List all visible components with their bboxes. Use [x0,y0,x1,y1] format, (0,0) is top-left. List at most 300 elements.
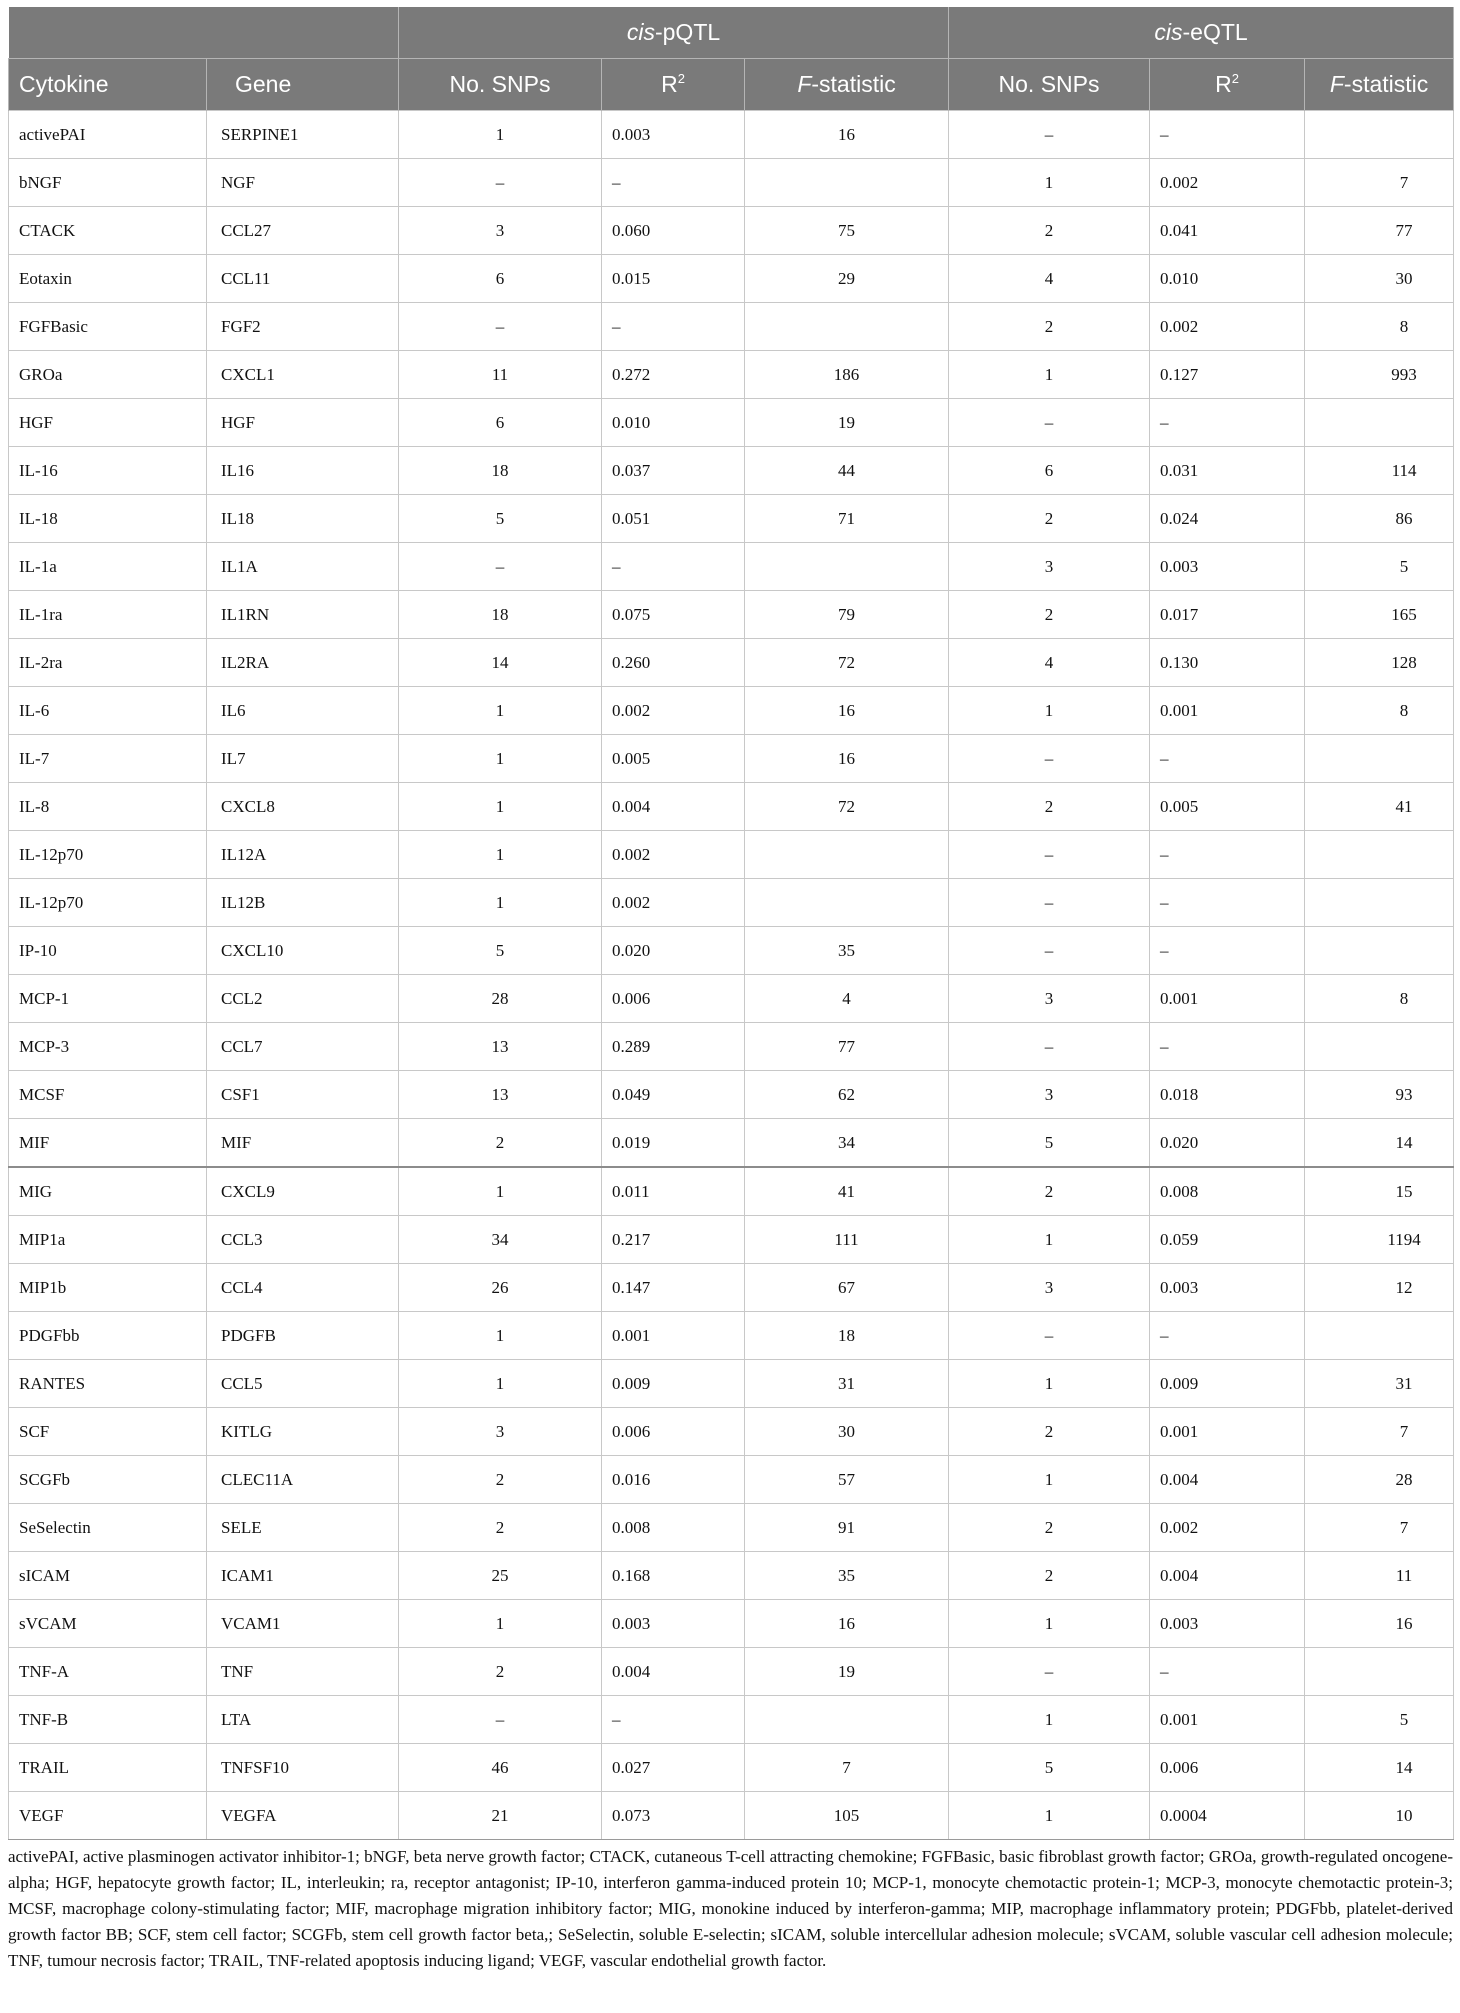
eqtl-fstat-cell [1305,1023,1454,1071]
eqtl-r2-cell: 0.059 [1150,1216,1305,1264]
eqtl-nsnps-cell: 5 [949,1119,1150,1168]
eqtl-nsnps-cell: 2 [949,207,1150,255]
eqtl-nsnps-cell: – [949,831,1150,879]
pqtl-r2-cell: 0.002 [602,831,745,879]
pqtl-nsnps-cell: 34 [399,1216,602,1264]
table-row [9,303,1454,351]
eqtl-nsnps-cell: 1 [949,351,1150,399]
eqtl-nsnps-cell: 3 [949,1071,1150,1119]
pqtl-fstat-cell: 18 [745,1312,949,1360]
pqtl-fstat-cell: 105 [745,1792,949,1840]
gene-cell: FGF2 [207,303,399,351]
eqtl-nsnps-cell: – [949,1648,1150,1696]
pqtl-r2-cell: – [602,303,745,351]
eqtl-nsnps-cell: 4 [949,639,1150,687]
pqtl-nsnps-cell: 3 [399,1408,602,1456]
eqtl-r2-cell: 0.004 [1150,1456,1305,1504]
cytokine-cell: IL-12p70 [9,831,207,879]
cytokine-cell: IL-1a [9,543,207,591]
pqtl-nsnps-cell: 6 [399,399,602,447]
pqtl-r2-cell: 0.168 [602,1552,745,1600]
pqtl-r2-cell: 0.015 [602,255,745,303]
eqtl-nsnps-cell: – [949,927,1150,975]
cytokine-cell: IP-10 [9,927,207,975]
column-header-row [9,59,1454,111]
gene-cell: IL1RN [207,591,399,639]
cytokine-cell: TNF-A [9,1648,207,1696]
col-header-cytokine: Cytokine [9,59,207,111]
pqtl-r2-cell: 0.004 [602,1648,745,1696]
eqtl-nsnps-cell: – [949,399,1150,447]
gene-cell: CXCL9 [207,1167,399,1216]
pqtl-fstat-cell [745,159,949,207]
pqtl-r2-cell: 0.001 [602,1312,745,1360]
table-row [9,495,1454,543]
table-row [9,1071,1454,1119]
pqtl-fstat-cell: 16 [745,687,949,735]
pqtl-fstat-cell: 62 [745,1071,949,1119]
eqtl-r2-cell: 0.001 [1150,975,1305,1023]
eqtl-nsnps-cell: 1 [949,1696,1150,1744]
eqtl-fstat-cell: 28 [1305,1456,1454,1504]
pqtl-r2-cell: 0.027 [602,1744,745,1792]
table-row [9,1696,1454,1744]
pqtl-nsnps-cell: 46 [399,1744,602,1792]
pqtl-nsnps-cell: 5 [399,495,602,543]
cytokine-cell: IL-2ra [9,639,207,687]
cytokine-cell: MIF [9,1119,207,1168]
table-row [9,159,1454,207]
eqtl-r2-cell: – [1150,735,1305,783]
gene-cell: IL16 [207,447,399,495]
pqtl-fstat-cell: 111 [745,1216,949,1264]
pqtl-nsnps-cell: 2 [399,1456,602,1504]
pqtl-nsnps-cell: – [399,303,602,351]
pqtl-nsnps-cell: 3 [399,207,602,255]
cytokine-cell: IL-16 [9,447,207,495]
cytokine-cell: MIG [9,1167,207,1216]
gene-cell: LTA [207,1696,399,1744]
pqtl-fstat-cell: 19 [745,399,949,447]
eqtl-nsnps-cell: 1 [949,1216,1150,1264]
eqtl-fstat-cell [1305,111,1454,159]
gene-cell: IL2RA [207,639,399,687]
gene-cell: IL7 [207,735,399,783]
table-body [9,111,1454,1840]
cytokine-cell: VEGF [9,1792,207,1840]
eqtl-fstat-cell: 10 [1305,1792,1454,1840]
table-row [9,1792,1454,1840]
eqtl-nsnps-cell: 2 [949,591,1150,639]
pqtl-fstat-cell: 77 [745,1023,949,1071]
gene-cell: TNFSF10 [207,1744,399,1792]
pqtl-fstat-cell [745,543,949,591]
eqtl-nsnps-cell: 2 [949,1167,1150,1216]
eqtl-nsnps-cell: 2 [949,1408,1150,1456]
eqtl-fstat-cell: 114 [1305,447,1454,495]
eqtl-fstat-cell [1305,735,1454,783]
eqtl-nsnps-cell: 1 [949,1456,1150,1504]
pqtl-fstat-cell: 75 [745,207,949,255]
pqtl-nsnps-cell: 1 [399,1600,602,1648]
pqtl-nsnps-cell: 11 [399,351,602,399]
cytokine-cell: IL-6 [9,687,207,735]
gene-cell: MIF [207,1119,399,1168]
eqtl-fstat-cell: 12 [1305,1264,1454,1312]
eqtl-fstat-cell: 11 [1305,1552,1454,1600]
gene-cell: KITLG [207,1408,399,1456]
eqtl-r2-cell: 0.127 [1150,351,1305,399]
gene-cell: TNF [207,1648,399,1696]
pqtl-nsnps-cell: – [399,543,602,591]
eqtl-fstat-cell: 5 [1305,543,1454,591]
eqtl-fstat-cell [1305,831,1454,879]
eqtl-fstat-cell: 7 [1305,1504,1454,1552]
gene-cell: CCL27 [207,207,399,255]
pqtl-r2-cell: 0.006 [602,1408,745,1456]
cytokine-cell: TRAIL [9,1744,207,1792]
table-row [9,1023,1454,1071]
pqtl-nsnps-cell: 6 [399,255,602,303]
pqtl-nsnps-cell: 2 [399,1119,602,1168]
gene-cell: ICAM1 [207,1552,399,1600]
pqtl-r2-cell: 0.008 [602,1504,745,1552]
pqtl-r2-cell: 0.272 [602,351,745,399]
eqtl-r2-cell: 0.130 [1150,639,1305,687]
group-header-cis-pqtl: cis-pQTL [399,7,949,59]
pqtl-r2-cell: – [602,1696,745,1744]
pqtl-fstat-cell: 71 [745,495,949,543]
eqtl-r2-cell: 0.001 [1150,687,1305,735]
pqtl-r2-cell: 0.051 [602,495,745,543]
eqtl-r2-cell: – [1150,879,1305,927]
gene-cell: NGF [207,159,399,207]
gene-cell: CCL3 [207,1216,399,1264]
pqtl-nsnps-cell: 13 [399,1023,602,1071]
table-row [9,783,1454,831]
pqtl-r2-cell: – [602,543,745,591]
gene-cell: CCL2 [207,975,399,1023]
cytokine-cell: IL-1ra [9,591,207,639]
cytokine-cell: IL-12p70 [9,879,207,927]
pqtl-r2-cell: 0.016 [602,1456,745,1504]
eqtl-r2-cell: – [1150,1023,1305,1071]
cytokine-cell: activePAI [9,111,207,159]
col-header-eqtl-r2: $R^2$ [1150,59,1305,111]
pqtl-r2-cell: 0.002 [602,687,745,735]
cytokine-cell: SeSelectin [9,1504,207,1552]
eqtl-nsnps-cell: 3 [949,975,1150,1023]
pqtl-nsnps-cell: 2 [399,1648,602,1696]
table-row [9,1167,1454,1216]
eqtl-fstat-cell: 93 [1305,1071,1454,1119]
eqtl-fstat-cell: 14 [1305,1119,1454,1168]
gene-cell: CSF1 [207,1071,399,1119]
cytokine-cell: bNGF [9,159,207,207]
pqtl-nsnps-cell: 28 [399,975,602,1023]
eqtl-fstat-cell: 1194 [1305,1216,1454,1264]
table-row [9,1648,1454,1696]
table-row [9,1744,1454,1792]
pqtl-nsnps-cell: 14 [399,639,602,687]
gene-cell: IL12B [207,879,399,927]
table-row [9,927,1454,975]
cytokine-cell: MCP-3 [9,1023,207,1071]
eqtl-fstat-cell: 7 [1305,159,1454,207]
eqtl-fstat-cell: 8 [1305,303,1454,351]
pqtl-fstat-cell: 16 [745,735,949,783]
col-header-pqtl-nsnps: No. SNPs [399,59,602,111]
pqtl-fstat-cell: 79 [745,591,949,639]
gene-cell: CCL7 [207,1023,399,1071]
pqtl-fstat-cell: 57 [745,1456,949,1504]
eqtl-r2-cell: 0.031 [1150,447,1305,495]
col-header-eqtl-nsnps: No. SNPs [949,59,1150,111]
pqtl-fstat-cell: 19 [745,1648,949,1696]
pqtl-r2-cell: 0.260 [602,639,745,687]
gene-cell: CXCL10 [207,927,399,975]
pqtl-nsnps-cell: 1 [399,1312,602,1360]
cytokine-cell: sVCAM [9,1600,207,1648]
eqtl-r2-cell: 0.008 [1150,1167,1305,1216]
pqtl-r2-cell: 0.004 [602,783,745,831]
cytokine-cell: PDGFbb [9,1312,207,1360]
eqtl-nsnps-cell: 1 [949,1792,1150,1840]
eqtl-nsnps-cell: 1 [949,1360,1150,1408]
gene-cell: IL1A [207,543,399,591]
eqtl-nsnps-cell: – [949,1023,1150,1071]
gene-cell: SELE [207,1504,399,1552]
eqtl-fstat-cell: 41 [1305,783,1454,831]
cytokine-cell: IL-7 [9,735,207,783]
group-header-blank [9,7,399,59]
eqtl-r2-cell: 0.003 [1150,1600,1305,1648]
pqtl-fstat-cell: 91 [745,1504,949,1552]
pqtl-fstat-cell [745,879,949,927]
eqtl-r2-cell: 0.002 [1150,159,1305,207]
pqtl-r2-cell: 0.006 [602,975,745,1023]
eqtl-r2-cell: 0.0004 [1150,1792,1305,1840]
eqtl-r2-cell: 0.005 [1150,783,1305,831]
gene-cell: CCL4 [207,1264,399,1312]
eqtl-nsnps-cell: 2 [949,495,1150,543]
eqtl-r2-cell: 0.010 [1150,255,1305,303]
eqtl-fstat-cell [1305,1648,1454,1696]
pqtl-nsnps-cell: 1 [399,687,602,735]
eqtl-nsnps-cell: – [949,1312,1150,1360]
pqtl-r2-cell: 0.011 [602,1167,745,1216]
table-row [9,1552,1454,1600]
col-header-pqtl-r2: $R^2$ [602,59,745,111]
gene-cell: PDGFB [207,1312,399,1360]
table-row [9,1216,1454,1264]
pqtl-r2-cell: – [602,159,745,207]
table-container [8,7,1453,1974]
eqtl-nsnps-cell: 2 [949,303,1150,351]
cytokine-cell: GROa [9,351,207,399]
col-header-gene: Gene [207,59,399,111]
pqtl-r2-cell: 0.010 [602,399,745,447]
eqtl-r2-cell: 0.041 [1150,207,1305,255]
pqtl-r2-cell: 0.005 [602,735,745,783]
pqtl-fstat-cell: 16 [745,1600,949,1648]
gene-cell: SERPINE1 [207,111,399,159]
eqtl-fstat-cell: 165 [1305,591,1454,639]
gene-cell: VCAM1 [207,1600,399,1648]
eqtl-fstat-cell [1305,1312,1454,1360]
pqtl-fstat-cell: 30 [745,1408,949,1456]
eqtl-fstat-cell: 8 [1305,975,1454,1023]
pqtl-r2-cell: 0.073 [602,1792,745,1840]
pqtl-fstat-cell: 41 [745,1167,949,1216]
eqtl-r2-cell: 0.002 [1150,303,1305,351]
pqtl-r2-cell: 0.289 [602,1023,745,1071]
table-row [9,351,1454,399]
cytokine-cell: HGF [9,399,207,447]
pqtl-nsnps-cell: 13 [399,1071,602,1119]
gene-cell: CXCL8 [207,783,399,831]
table-row [9,1264,1454,1312]
gene-cell: IL12A [207,831,399,879]
eqtl-nsnps-cell: 3 [949,1264,1150,1312]
table-row [9,255,1454,303]
pqtl-nsnps-cell: 18 [399,591,602,639]
table-row [9,447,1454,495]
eqtl-fstat-cell: 128 [1305,639,1454,687]
eqtl-nsnps-cell: 4 [949,255,1150,303]
eqtl-fstat-cell: 14 [1305,1744,1454,1792]
pqtl-nsnps-cell: 1 [399,831,602,879]
pqtl-nsnps-cell: 1 [399,879,602,927]
pqtl-nsnps-cell: 5 [399,927,602,975]
col-header-pqtl-fstat: F-statistic [745,59,949,111]
pqtl-nsnps-cell: 25 [399,1552,602,1600]
eqtl-fstat-cell: 86 [1305,495,1454,543]
table-row [9,399,1454,447]
pqtl-fstat-cell: 72 [745,639,949,687]
group-header-row [9,7,1454,59]
table-row [9,1456,1454,1504]
cytokine-cell: sICAM [9,1552,207,1600]
pqtl-fstat-cell: 34 [745,1119,949,1168]
eqtl-nsnps-cell: 5 [949,1744,1150,1792]
pqtl-fstat-cell: 4 [745,975,949,1023]
eqtl-fstat-cell: 8 [1305,687,1454,735]
eqtl-fstat-cell: 31 [1305,1360,1454,1408]
pqtl-r2-cell: 0.009 [602,1360,745,1408]
table-row [9,879,1454,927]
cytokine-cell: Eotaxin [9,255,207,303]
table-row [9,1312,1454,1360]
pqtl-nsnps-cell: 21 [399,1792,602,1840]
pqtl-nsnps-cell: – [399,1696,602,1744]
eqtl-r2-cell: 0.024 [1150,495,1305,543]
cytokine-cell: SCGFb [9,1456,207,1504]
eqtl-r2-cell: – [1150,1312,1305,1360]
table-row [9,543,1454,591]
pqtl-r2-cell: 0.049 [602,1071,745,1119]
pqtl-r2-cell: 0.147 [602,1264,745,1312]
gene-cell: IL18 [207,495,399,543]
gene-cell: CXCL1 [207,351,399,399]
table-row [9,207,1454,255]
pqtl-fstat-cell: 35 [745,927,949,975]
gene-cell: CCL11 [207,255,399,303]
pqtl-r2-cell: 0.003 [602,1600,745,1648]
col-header-eqtl-fstat: F-statistic [1305,59,1454,111]
table-row [9,1408,1454,1456]
table-row [9,639,1454,687]
eqtl-fstat-cell: 16 [1305,1600,1454,1648]
eqtl-nsnps-cell: 2 [949,783,1150,831]
gene-cell: IL6 [207,687,399,735]
gene-cell: HGF [207,399,399,447]
table-row [9,831,1454,879]
table-row [9,1119,1454,1168]
cytokine-cell: IL-18 [9,495,207,543]
eqtl-nsnps-cell: – [949,111,1150,159]
pqtl-fstat-cell: 29 [745,255,949,303]
cytokine-cell: FGFBasic [9,303,207,351]
pqtl-fstat-cell: 16 [745,111,949,159]
eqtl-r2-cell: 0.004 [1150,1552,1305,1600]
eqtl-r2-cell: – [1150,399,1305,447]
table-row [9,975,1454,1023]
eqtl-r2-cell: 0.006 [1150,1744,1305,1792]
table-row [9,1504,1454,1552]
table-row [9,111,1454,159]
eqtl-nsnps-cell: – [949,879,1150,927]
pqtl-nsnps-cell: 1 [399,783,602,831]
eqtl-r2-cell: 0.009 [1150,1360,1305,1408]
pqtl-nsnps-cell: 1 [399,111,602,159]
pqtl-r2-cell: 0.019 [602,1119,745,1168]
cytokine-cell: TNF-B [9,1696,207,1744]
pqtl-nsnps-cell: 1 [399,735,602,783]
table-footnote: activePAI, active plasminogen activator inhibitor-1; bNGF, beta nerve growth factor; CTACK, cutaneous T-cell attracting chemokine; FGFBasic, basic fibroblast growth factor; GROa, growth-regulated oncogene-alpha; HGF, hepatocyte growth factor; IL, interleukin; ra, receptor antagonist; IP-10, interferon gamma-induced protein 10; MCP-1, monocyte chemotactic protein-1; MCP-3, monocyte chemotactic protein-3; MCSF, macrophage colony-stimulating factor; MIF, macrophage migration inhibitory factor; MIG, monokine induced by interferon-gamma; MIP, macrophage inflammatory protein; PDGFbb, platelet-derived growth factor BB; SCF, stem cell factor; SCGFb, stem cell growth factor beta,; SeSelectin, soluble E-selectin; sICAM, soluble intercellular adhesion molecule; sVCAM, soluble vascular cell adhesion molecule; TNF, tumour necrosis factor; TRAIL, TNF-related apoptosis inducing ligand; VEGF, vascular endothelial growth factor. [8,1847,1453,1970]
eqtl-nsnps-cell: 6 [949,447,1150,495]
cytokine-cell: MIP1b [9,1264,207,1312]
table-row [9,687,1454,735]
pqtl-nsnps-cell: 2 [399,1504,602,1552]
gene-cell: CCL5 [207,1360,399,1408]
eqtl-fstat-cell: 77 [1305,207,1454,255]
pqtl-r2-cell: 0.003 [602,111,745,159]
pqtl-fstat-cell: 35 [745,1552,949,1600]
cytokine-cell: MCSF [9,1071,207,1119]
eqtl-r2-cell: – [1150,1648,1305,1696]
gene-cell: VEGFA [207,1792,399,1840]
pqtl-fstat-cell [745,831,949,879]
eqtl-fstat-cell: 7 [1305,1408,1454,1456]
pqtl-nsnps-cell: 26 [399,1264,602,1312]
table-row [9,735,1454,783]
cytokine-cell: CTACK [9,207,207,255]
pqtl-r2-cell: 0.002 [602,879,745,927]
pqtl-r2-cell: 0.020 [602,927,745,975]
pqtl-nsnps-cell: 1 [399,1360,602,1408]
eqtl-nsnps-cell: 1 [949,1600,1150,1648]
cytokine-cell: MIP1a [9,1216,207,1264]
pqtl-fstat-cell: 31 [745,1360,949,1408]
eqtl-r2-cell: – [1150,111,1305,159]
table-row [9,1360,1454,1408]
cytokine-cell: IL-8 [9,783,207,831]
eqtl-nsnps-cell: 1 [949,159,1150,207]
pqtl-r2-cell: 0.060 [602,207,745,255]
eqtl-nsnps-cell: 3 [949,543,1150,591]
group-header-cis-eqtl: cis-eQTL [949,7,1454,59]
